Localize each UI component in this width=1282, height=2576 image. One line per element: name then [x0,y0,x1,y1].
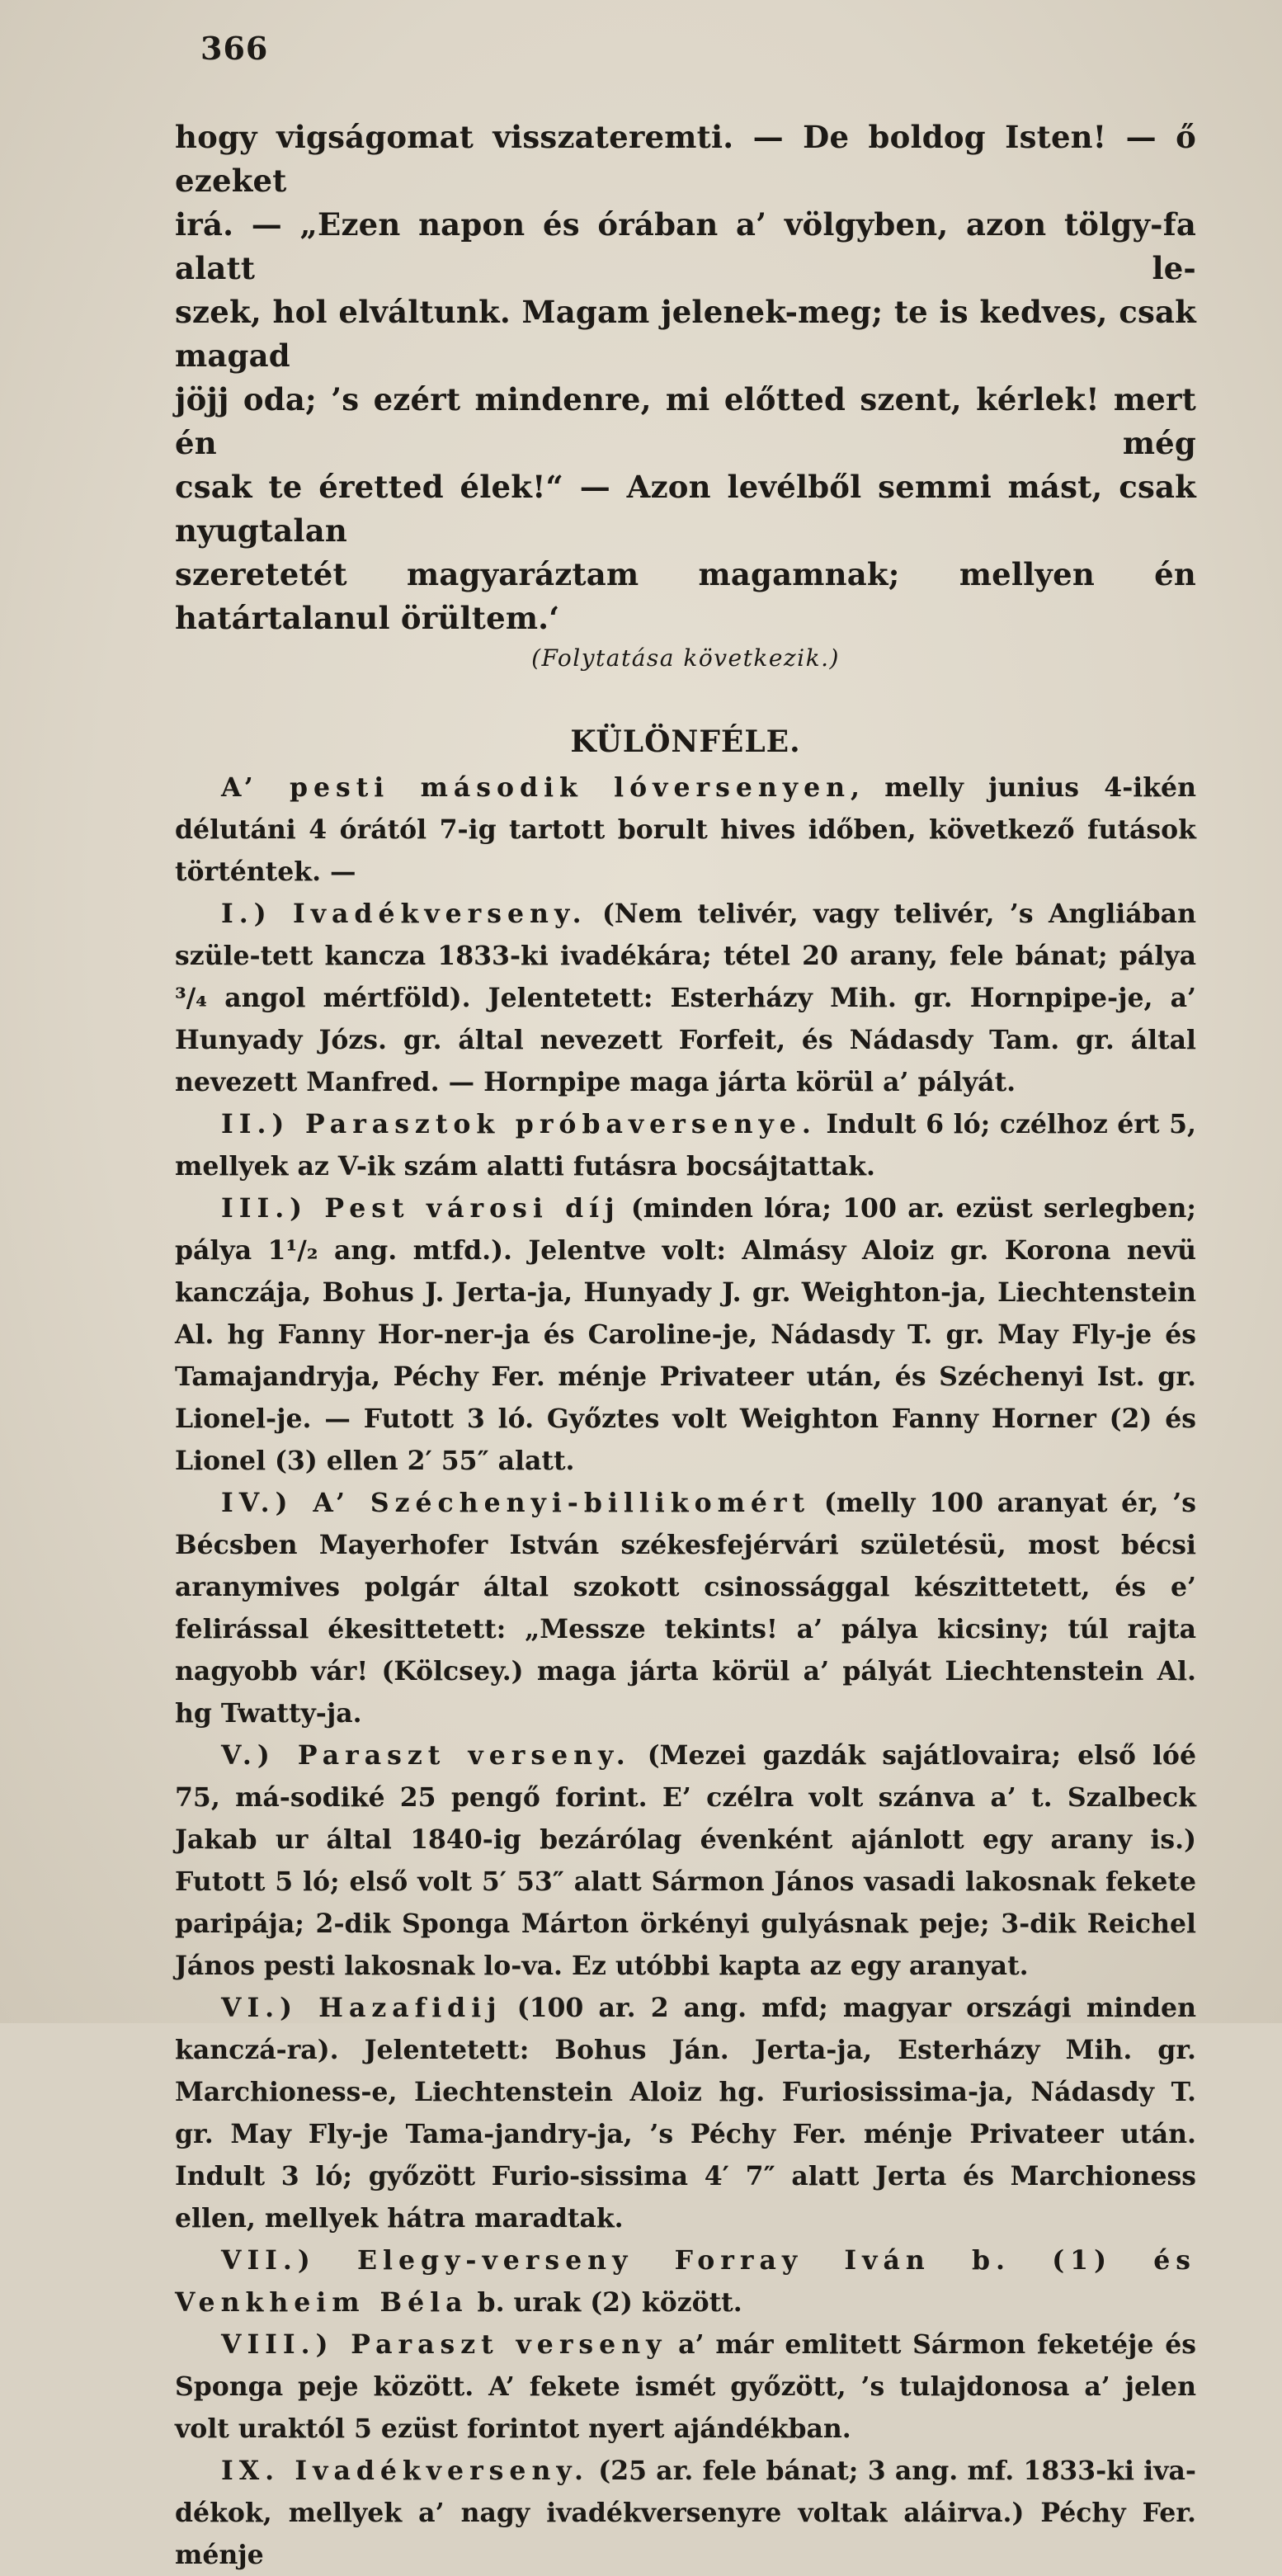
intro-line: csak te éretted élek!“ — Azon levélből semmi mást, csak nyugtalan [175,469,1196,549]
entry-text: (Mezei gazdák sajátlovaira; első lóé 75, má-sodiké 25 pengő forint. E’ czélra volt szánva a’ t. Szalbeck Jakab ur által 1840-ig bezárólag évenként ajánlott egy arany is.) Futott 5 ló; első volt 5′ 53″ alatt Sármon János vasadi lakosnak fekete paripája; 2-dik Sponga Márton örkényi gulyásnak peje; 3-dik Reichel János pesti lakosnak lo-va. Ez utóbbi kapta az egy aranyat. [175,1740,1196,1981]
spaced-heading: VII.) Elegy-verseny Forray Iván b. (1) és Venkheim Béla [175,2245,1196,2318]
spaced-heading: A’ pesti második lóversenyen [221,772,851,803]
spaced-heading: VI.) Hazafidij [221,1993,502,2023]
spaced-heading: II.) Parasztok próbaversenye. [221,1109,817,1139]
entry-text: (Nem telivér, vagy telivér, ’s Angliában szüle-tett kancza 1833-ki ivadékára; tétel 20 arany, fele bánat; pálya ³/₄ angol mértföld). Jelentetett: Esterházy Mih. gr. Hornpipe-je, a’ Hunyady Józs. gr. által nevezett Forfeit, és Nádasdy Tam. gr. által nevezett Manfred. — Hornpipe maga járta körül a’ pályát. [175,899,1196,1097]
entry-text: (melly 100 aranyat ér, ’s Bécsben Mayerhofer István székesfejérvári születésü, most bécsi aranymives polgár által szokott csinossággal készittetett, és e’ felirással ékesittetett: „Messze tekints! a’ pálya kicsiny; túl rajta nagyobb vár! (Kölcsey.) maga járta körül a’ pályát Liechtenstein Al. hg Twatty-ja. [175,1488,1196,1729]
entry-text: b. urak (2) között. [468,2287,742,2318]
entry-race-8 [175,2324,1196,2450]
entry-text: Indult 6 ló; czélhoz ért 5, mellyek az V-ik szám alatti futásra bocsájtattak. [175,1109,1196,1182]
intro-line: szeretetét magyaráztam magamnak; mellyen én határtalanul örültem.‘ [175,556,1196,636]
entry-text: (minden lóra; 100 ar. ezüst serlegben; pálya 1¹/₂ ang. mtfd.). Jelentve volt: Almásy Aloiz gr. Korona nevü kanczája, Bohus J. Jerta-ja, Hunyady J. gr. Weighton-ja, Liechtenstein Al. hg Fanny Hor-ner-ja és Caroline-je, Nádasdy T. gr. May Fly-je és Tamajandryja, Péchy Fer. ménje Privateer után, és Széchenyi Ist. gr. Lionel-je. — Futott 3 ló. Győztes volt Weighton Fanny Horner (2) és Lionel (3) ellen 2′ 55″ alatt. [175,1193,1196,1476]
spaced-heading: VIII.) Paraszt verseny [221,2329,667,2360]
continuation-note: (Folytatása következik.) [531,644,840,672]
intro-line: hogy vigságomat visszateremti. — De boldog Isten! — ő ezeket [175,119,1196,199]
spaced-heading: III.) Pest városi díj [221,1193,620,1224]
entry-text: (25 ar. fele bánat; 3 ang. mf. 1833-ki iva-dékok, mellyek a’ nagy ivadékversenyre voltak aláirva.) Péchy Fer. ménje [175,2456,1196,2570]
entry-race-9 [175,2450,1196,2576]
entry-text: , melly junius 4-ikén délutáni 4 órától 7-ig tartott borult hives időben, következő futások történtek. — [175,772,1196,887]
spaced-heading: V.) Paraszt verseny. [221,1740,631,1771]
spaced-heading: IV.) A’ Széchenyi-billikomért [221,1488,811,1518]
intro-line: szek, hol elváltunk. Magam jelenek-meg; te is kedves, csak magad [175,294,1196,374]
entry-race-2 [175,1103,1196,1187]
entry-race-7 [175,2239,1196,2324]
spaced-heading: I.) Ivadékverseny. [221,899,587,929]
entry-race-6 [175,1987,1196,2239]
entry-text: (100 ar. 2 ang. mfd; magyar országi minden kanczá-ra). Jelentetett: Bohus Ján. Jerta-ja, Esterházy Mih. gr. Marchioness-e, Liechtenstein Aloiz hg. Furiosissima-ja, Nádasdy T. gr. May Fly-je Tama-jandry-ja, ’s Péchy Fer. ménje Privateer után. Indult 3 ló; győzött Furio-sissima 4′ 7″ alatt Jerta és Marchioness ellen, mellyek hátra maradtak. [175,1993,1196,2234]
page-number: 366 [200,30,269,67]
entry-text: a’ már emlitett Sármon feketéje és Sponga peje között. A’ fekete ismét győzött, ’s tulajdonosa a’ jelen volt uraktól 5 ezüst forintot nyert ajándékban. [175,2329,1196,2444]
entry-race-5 [175,1734,1196,1987]
entry-race-4 [175,1482,1196,1734]
spaced-heading: IX. Ivadékverseny. [221,2456,590,2486]
entry-intro [175,767,1196,893]
page-text [175,116,1196,2576]
section-title: KÜLÖNFÉLE. [570,724,801,759]
intro-line: jöjj oda; ’s ezért mindenre, mi előtted szent, kérlek! mert én még [175,381,1196,461]
entry-race-1 [175,893,1196,1103]
intro-line: irá. — „Ezen napon és órában a’ völgyben, azon tölgy-fa alatt le- [175,206,1196,286]
entry-race-3 [175,1187,1196,1482]
